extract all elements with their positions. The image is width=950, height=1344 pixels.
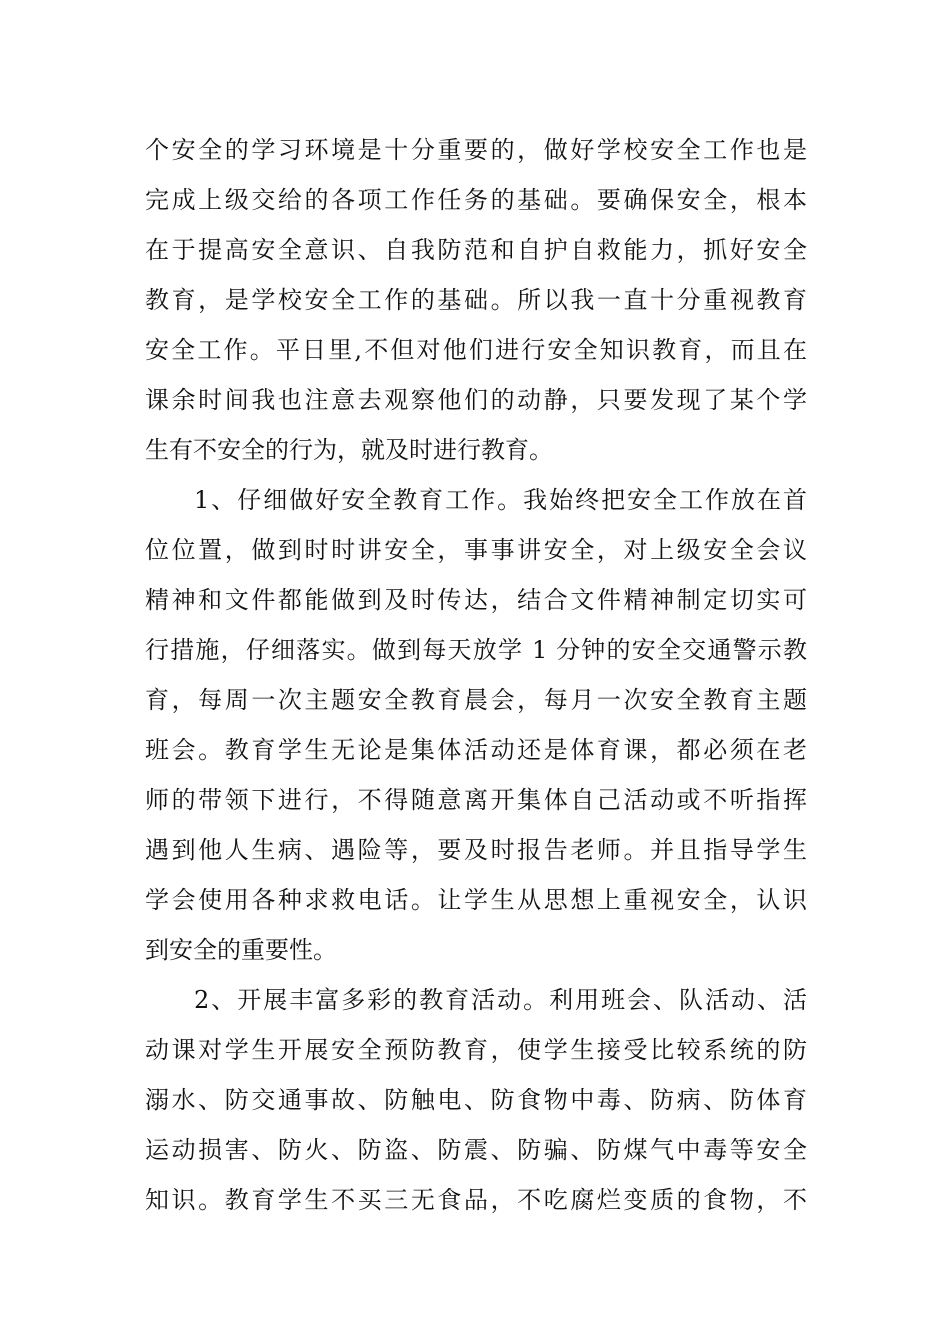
text-line: 育，每周一次主题安全教育晨会，每月一次安全教育主题 bbox=[145, 686, 807, 714]
text-line: 教育，是学校安全工作的基础。所以我一直十分重视教育 bbox=[145, 286, 807, 314]
text-line: 在于提高安全意识、自我防范和自护自救能力，抓好安全 bbox=[145, 236, 807, 264]
text-line: 知识。教育学生不买三无食品，不吃腐烂变质的食物，不 bbox=[145, 1186, 807, 1214]
text-line: 个安全的学习环境是十分重要的，做好学校安全工作也是 bbox=[145, 136, 807, 164]
text-line: 班会。教育学生无论是集体活动还是体育课，都必须在老 bbox=[145, 736, 807, 764]
text-line: 位位置，做到时时讲安全，事事讲安全，对上级安全会议 bbox=[145, 536, 807, 564]
text-line: 溺水、防交通事故、防触电、防食物中毒、防病、防体育 bbox=[145, 1086, 807, 1114]
text-line: 安全工作。平日里,不但对他们进行安全知识教育，而且在 bbox=[145, 336, 807, 364]
text-line: 到安全的重要性。 bbox=[145, 936, 337, 964]
text-line: 动课对学生开展安全预防教育，使学生接受比较系统的防 bbox=[145, 1036, 807, 1064]
text-line: 生有不安全的行为，就及时进行教育。 bbox=[145, 436, 553, 464]
paragraph-first-line: 1、仔细做好安全教育工作。我始终把安全工作放在首 bbox=[194, 486, 807, 514]
text-line: 运动损害、防火、防盗、防震、防骗、防煤气中毒等安全 bbox=[145, 1136, 807, 1164]
text-line: 学会使用各种求救电话。让学生从思想上重视安全，认识 bbox=[145, 886, 807, 914]
text-line: 课余时间我也注意去观察他们的动静，只要发现了某个学 bbox=[145, 386, 807, 414]
paragraph-first-line: 2、开展丰富多彩的教育活动。利用班会、队活动、活 bbox=[194, 986, 807, 1014]
text-line: 遇到他人生病、遇险等，要及时报告老师。并且指导学生 bbox=[145, 836, 807, 864]
text-line: 完成上级交给的各项工作任务的基础。要确保安全，根本 bbox=[145, 186, 807, 214]
text-line: 精神和文件都能做到及时传达，结合文件精神制定切实可 bbox=[145, 586, 807, 614]
text-line: 行措施，仔细落实。做到每天放学 1 分钟的安全交通警示教 bbox=[145, 636, 807, 664]
text-line: 师的带领下进行，不得随意离开集体自己活动或不听指挥 bbox=[145, 786, 807, 814]
